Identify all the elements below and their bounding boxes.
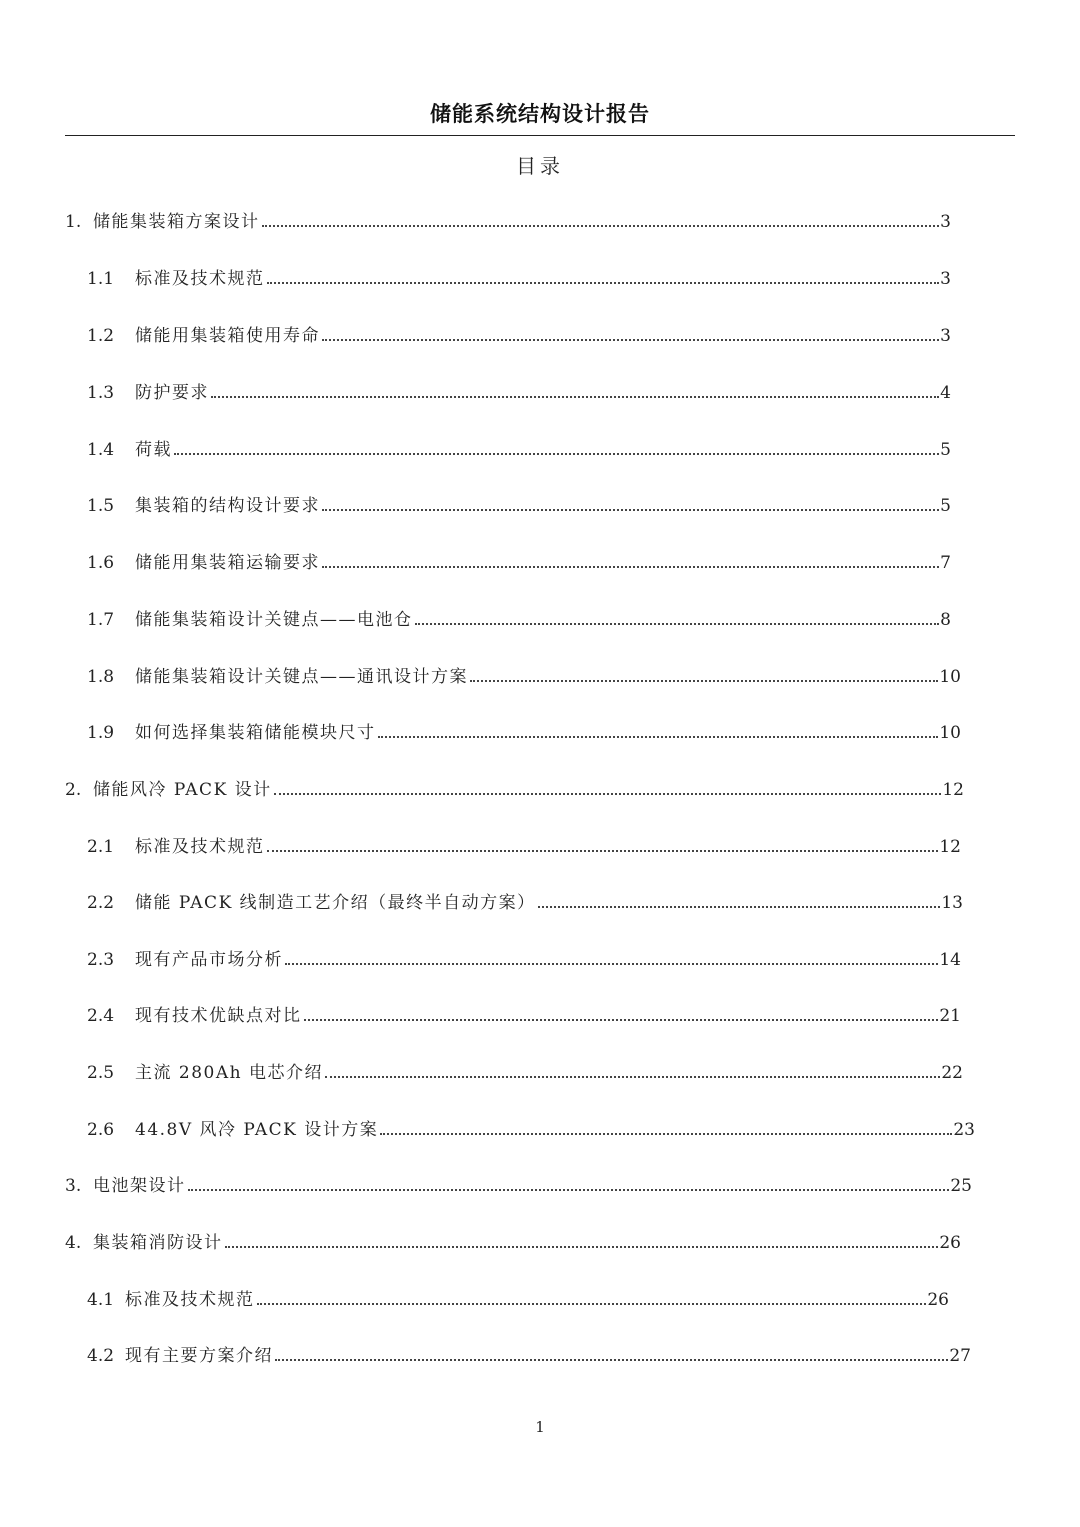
toc-leader-dots — [174, 453, 939, 455]
toc-entry-number: 1.6 — [87, 553, 115, 573]
toc-entry-label: 标准及技术规范 — [125, 1290, 255, 1310]
toc-entry-number: 2.2 — [87, 893, 115, 913]
toc-entry-number: 1.5 — [87, 496, 115, 516]
toc-leader-dots — [262, 225, 940, 227]
toc-entry-number: 1.3 — [87, 383, 115, 403]
toc-leader-dots — [274, 793, 942, 795]
toc-entry-number: 1.4 — [87, 440, 115, 460]
toc-entry-page: 5 — [940, 440, 951, 460]
toc-leader-dots — [257, 1303, 927, 1305]
toc-leader-dots — [188, 1189, 950, 1191]
toc-entry-label: 储能风冷 PACK 设计 — [93, 780, 272, 800]
toc-entry[interactable] — [87, 491, 951, 517]
toc-entry-page: 10 — [939, 723, 961, 743]
toc-entry-page: 3 — [940, 326, 951, 346]
toc-entry-number: 2.4 — [87, 1006, 115, 1026]
toc-entry-label: 主流 280Ah 电芯介绍 — [135, 1063, 323, 1083]
toc-entry-label: 集装箱消防设计 — [93, 1233, 223, 1253]
toc-entry-page: 4 — [940, 383, 951, 403]
toc-entry[interactable] — [87, 435, 951, 461]
toc-entry-number: 1. — [65, 212, 82, 232]
toc-leader-dots — [380, 1133, 952, 1135]
toc-entry[interactable] — [87, 1341, 971, 1367]
toc-entry-label: 储能集装箱设计关键点——通讯设计方案 — [135, 667, 468, 687]
toc-entry-label: 防护要求 — [135, 383, 209, 403]
toc-leader-dots — [267, 282, 940, 284]
toc-entry-page: 23 — [953, 1120, 975, 1140]
toc-heading: 目录 — [516, 154, 564, 178]
toc-entry-label: 储能用集装箱运输要求 — [135, 553, 320, 573]
toc-entry-number: 2.3 — [87, 950, 115, 970]
toc-entry[interactable] — [87, 718, 961, 744]
toc-entry-label: 储能 PACK 线制造工艺介绍（最终半自动方案） — [135, 893, 536, 913]
toc-entry[interactable] — [87, 605, 951, 631]
toc-entry-label: 电池架设计 — [93, 1176, 186, 1196]
toc-entry-label: 现有产品市场分析 — [135, 950, 283, 970]
page-number: 1 — [535, 1418, 545, 1436]
toc-leader-dots — [267, 850, 939, 852]
toc-leader-dots — [211, 396, 939, 398]
toc-entry-page: 12 — [939, 837, 961, 857]
toc-leader-dots — [322, 509, 939, 511]
toc-entry[interactable] — [65, 1228, 961, 1254]
toc-entry-label: 储能集装箱方案设计 — [93, 212, 260, 232]
toc-leader-dots — [322, 339, 939, 341]
toc-entry[interactable] — [65, 207, 951, 233]
toc-entry[interactable] — [87, 1058, 963, 1084]
toc-entry-label: 标准及技术规范 — [135, 837, 265, 857]
toc-entry-page: 27 — [949, 1346, 971, 1366]
toc-leader-dots — [285, 963, 938, 965]
toc-entry-label: 如何选择集装箱储能模块尺寸 — [135, 723, 376, 743]
toc-entry-page: 26 — [927, 1290, 949, 1310]
toc-entry-label: 44.8V 风冷 PACK 设计方案 — [135, 1120, 379, 1140]
toc-entry-page: 12 — [942, 780, 964, 800]
toc-leader-dots — [325, 1076, 940, 1078]
toc-entry-label: 标准及技术规范 — [135, 269, 265, 289]
toc-leader-dots — [225, 1246, 939, 1248]
toc-entry-page: 3 — [940, 269, 951, 289]
toc-entry-page: 21 — [939, 1006, 961, 1026]
toc-entry-number: 2.5 — [87, 1063, 115, 1083]
toc-entry-page: 5 — [940, 496, 951, 516]
toc-entry-page: 3 — [940, 212, 951, 232]
toc-leader-dots — [415, 623, 940, 625]
toc-entry[interactable] — [87, 1285, 949, 1311]
toc-entry-page: 26 — [939, 1233, 961, 1253]
toc-entry-page: 25 — [950, 1176, 972, 1196]
toc-entry[interactable] — [65, 775, 964, 801]
toc-entry-label: 现有主要方案介绍 — [125, 1346, 273, 1366]
toc-entry[interactable] — [87, 945, 961, 971]
toc-entry[interactable] — [87, 321, 951, 347]
toc-entry-number: 1.7 — [87, 610, 115, 630]
toc-entry[interactable] — [87, 832, 961, 858]
toc-entry[interactable] — [65, 1171, 972, 1197]
toc-entry-number: 4.2 — [87, 1346, 115, 1366]
toc-entry-number: 1.2 — [87, 326, 115, 346]
toc-leader-dots — [378, 736, 939, 738]
toc-entry-number: 1.1 — [87, 269, 115, 289]
toc-entry-number: 4.1 — [87, 1290, 115, 1310]
toc-entry[interactable] — [87, 548, 951, 574]
toc-entry-page: 10 — [939, 667, 961, 687]
toc-entry[interactable] — [87, 1001, 961, 1027]
toc-entry-page: 14 — [939, 950, 961, 970]
toc-leader-dots — [275, 1359, 948, 1361]
toc-leader-dots — [470, 680, 938, 682]
toc-entry[interactable] — [87, 378, 951, 404]
toc-entry-page: 7 — [940, 553, 951, 573]
toc-entry-number: 4. — [65, 1233, 82, 1253]
toc-entry-number: 2. — [65, 780, 82, 800]
toc-entry-label: 储能用集装箱使用寿命 — [135, 326, 320, 346]
toc-entry-page: 8 — [940, 610, 951, 630]
toc-leader-dots — [304, 1019, 939, 1021]
toc-leader-dots — [538, 906, 941, 908]
toc-entry-number: 3. — [65, 1176, 82, 1196]
toc-entry-label: 储能集装箱设计关键点——电池仓 — [135, 610, 413, 630]
toc-leader-dots — [322, 566, 939, 568]
toc-entry-number: 1.9 — [87, 723, 115, 743]
toc-entry-number: 1.8 — [87, 667, 115, 687]
toc-entry-page: 13 — [941, 893, 963, 913]
toc-entry[interactable] — [87, 662, 961, 688]
toc-entry-label: 集装箱的结构设计要求 — [135, 496, 320, 516]
toc-entry[interactable] — [87, 1115, 975, 1141]
toc-entry-page: 22 — [941, 1063, 963, 1083]
document-title: 储能系统结构设计报告 — [430, 101, 650, 126]
toc-entry-label: 现有技术优缺点对比 — [135, 1006, 302, 1026]
toc-entry[interactable] — [87, 264, 951, 290]
toc-entry-number: 2.1 — [87, 837, 115, 857]
toc-entry-number: 2.6 — [87, 1120, 115, 1140]
toc-entry[interactable] — [87, 888, 963, 914]
toc-entry-label: 荷载 — [135, 440, 172, 460]
